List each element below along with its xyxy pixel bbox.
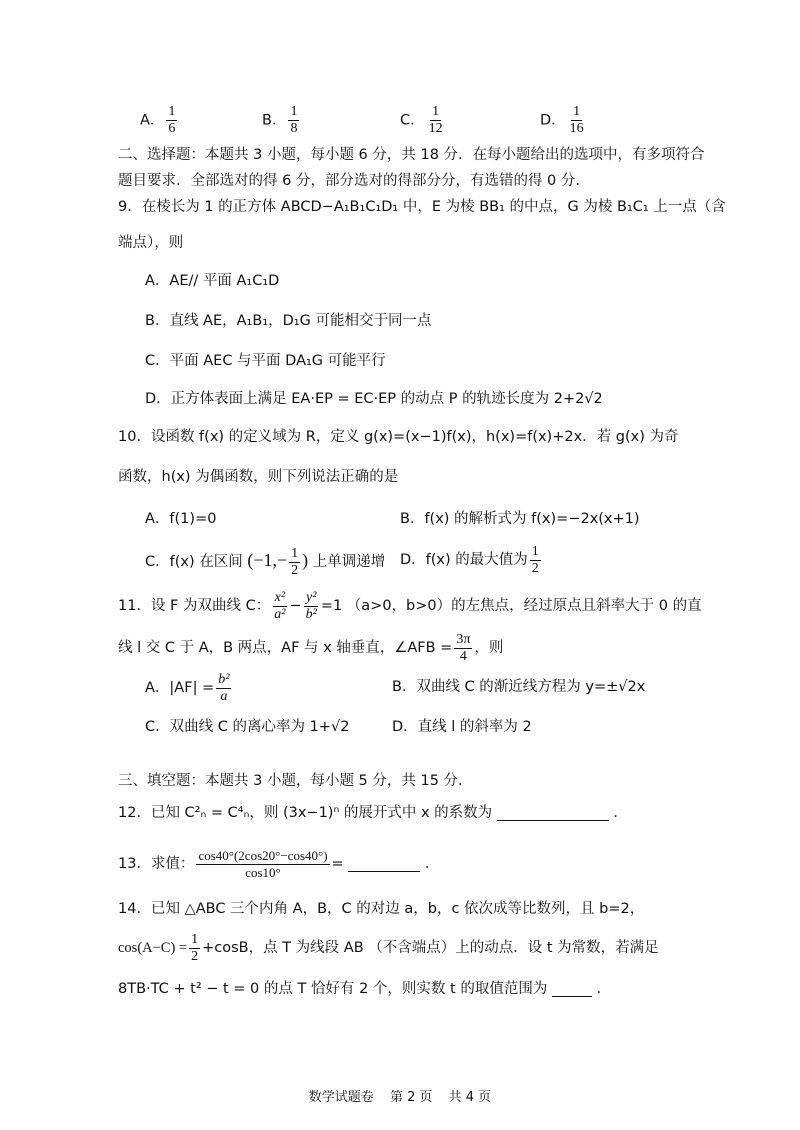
stem-text: 12．已知 C²ₙ = C⁴ₙ，则 (3x−1)ⁿ 的展开式中 x 的系数为 xyxy=(118,805,493,821)
fraction-numerator: y² xyxy=(306,589,317,605)
q10-option-d xyxy=(400,540,543,580)
answer-blank xyxy=(348,857,420,872)
option-fraction xyxy=(568,104,586,137)
fraction-numerator: 1 xyxy=(191,931,199,947)
answer-blank xyxy=(497,806,609,821)
interval-right: ) xyxy=(302,550,309,570)
fraction-numerator: 1 xyxy=(432,104,440,119)
option-fraction xyxy=(216,672,231,705)
interval-left: (−1,− xyxy=(247,550,288,570)
footer-total-pages: 共 4 页 xyxy=(448,1090,492,1105)
hyperbola-y-fraction xyxy=(304,590,319,623)
minus-sign: − xyxy=(289,598,302,614)
q14-stem-line1: 14．已知 △ABC 三个内角 A，B，C 的对边 a，b，c 依次成等比数列，且 b=2， xyxy=(118,901,645,917)
q9-option-c: C．平面 AEC 与平面 DA₁G 可能平行 xyxy=(145,353,386,369)
q10-stem-line2: 函数，h(x) 为偶函数，则下列说法正确的是 xyxy=(118,469,399,485)
fraction-denominator: 2 xyxy=(531,560,539,576)
q9-option-b: B．直线 AE，A₁B₁，D₁G 可能相交于同一点 xyxy=(145,313,432,329)
stem-text: 11．设 F 为双曲线 C： xyxy=(118,598,271,614)
option-letter: C． xyxy=(400,112,425,129)
q11-stem-line2 xyxy=(118,628,503,668)
fraction-denominator: 4 xyxy=(459,648,467,664)
stem-text-end: ． xyxy=(596,981,612,997)
q13-stem xyxy=(118,840,439,888)
option-fraction xyxy=(166,104,177,137)
q11-stem-line1 xyxy=(118,586,702,626)
footer-page-number: 第 2 页 xyxy=(389,1090,433,1105)
q14-stem-line3 xyxy=(118,978,611,1000)
q13-fraction xyxy=(196,848,329,881)
section3-header: 三、填空题：本题共 3 小题，每小题 5 分，共 15 分． xyxy=(118,773,473,789)
q11-option-c: C．双曲线 C 的离心率为 1+√2 xyxy=(145,719,350,735)
option-text: A．|AF| = xyxy=(145,680,215,696)
option-letter: B． xyxy=(262,112,287,129)
fraction-denominator: cos10° xyxy=(245,864,281,880)
footer-title: 数学试题卷 xyxy=(308,1090,374,1105)
fraction-denominator: 2 xyxy=(291,562,299,578)
q10-stem-line1: 10．设函数 f(x) 的定义域为 R，定义 g(x)=(x−1)f(x)，h(x)=f(x)+2x．若 g(x) 为奇 xyxy=(118,429,679,445)
stem-text-end: ． xyxy=(424,856,440,872)
option-text: C．f(x) 在区间 xyxy=(145,554,243,570)
section2-header-line1: 二、选择题：本题共 3 小题，每小题 6 分，共 18 分．在每小题给出的选项中，有多项符合 xyxy=(118,147,705,163)
angle-fraction xyxy=(454,632,472,665)
stem-text-end: +cosB，点 T 为线段 AB （不含端点）上的动点．设 t 为常数，若满足 xyxy=(202,940,659,956)
option-fraction xyxy=(288,104,299,137)
q9-stem-line2: 端点），则 xyxy=(118,235,184,251)
stem-text-end: ． xyxy=(613,805,628,821)
stem-text: cos(A−C) = xyxy=(118,940,188,956)
fraction-numerator: 1 xyxy=(168,104,176,119)
fraction-denominator: a² xyxy=(274,606,286,622)
stem-text: 13．求值： xyxy=(118,856,195,872)
fraction-denominator: 16 xyxy=(569,121,584,136)
q12-stem xyxy=(118,802,628,824)
q10-option-b: B．f(x) 的解析式为 f(x)=−2x(x+1) xyxy=(400,511,640,527)
stem-text-end: =1 （a>0，b>0）的左焦点，经过原点且斜率大于 0 的直 xyxy=(320,598,702,614)
fraction-denominator: a xyxy=(220,688,228,704)
answer-blank xyxy=(552,982,592,997)
fraction-denominator: b² xyxy=(305,606,317,622)
q14-stem-line2 xyxy=(118,928,659,968)
fraction-denominator: 2 xyxy=(191,948,199,964)
fraction-denominator: 12 xyxy=(428,121,443,136)
option-fraction xyxy=(530,544,541,577)
stem-text: 8TB·TC + t² − t = 0 的点 T 恰好有 2 个，则实数 t 的取值范围为 xyxy=(118,981,548,997)
option-text-end: 上单调递增 xyxy=(312,554,386,570)
q11-option-a xyxy=(145,668,233,708)
fraction-numerator: 1 xyxy=(573,104,581,119)
fraction-numerator: 1 xyxy=(291,545,299,561)
stem-text-end: ，则 xyxy=(474,640,504,656)
q8-option-a xyxy=(140,104,179,137)
q11-option-b: B．双曲线 C 的渐近线方程为 y=±√2x xyxy=(392,679,646,695)
q9-stem-line1: 9．在棱长为 1 的正方体 ABCD−A₁B₁C₁D₁ 中，E 为棱 BB₁ 的中点，G 为棱 B₁C₁ 上一点（含 xyxy=(118,199,726,215)
fraction-denominator: 8 xyxy=(290,121,298,136)
q14-fraction xyxy=(189,932,200,965)
q8-option-d xyxy=(540,104,588,137)
q8-option-b xyxy=(262,104,301,137)
page-footer xyxy=(0,1086,800,1105)
q11-option-d: D．直线 l 的斜率为 2 xyxy=(392,719,532,735)
fraction-numerator: 1 xyxy=(290,104,298,119)
option-letter: D． xyxy=(540,112,566,129)
q9-option-d: D．正方体表面上满足 EA·EP = EC·EP 的动点 P 的轨迹长度为 2+2√2 xyxy=(145,391,603,407)
fraction-numerator: b² xyxy=(218,671,230,687)
section2-header-line2: 题目要求．全部选对的得 6 分，部分选对的得部分分，有选错的得 0 分． xyxy=(118,173,590,189)
interval-fraction xyxy=(289,546,300,579)
q10-option-a: A．f(1)=0 xyxy=(145,511,217,527)
fraction-numerator: 1 xyxy=(531,543,539,559)
fraction-numerator: 3π xyxy=(456,631,471,647)
q9-option-a: A．AE// 平面 A₁C₁D xyxy=(145,273,280,289)
option-fraction xyxy=(427,104,445,137)
q8-option-c xyxy=(400,104,447,137)
option-text: D．f(x) 的最大值为 xyxy=(400,552,528,568)
fraction-denominator: 6 xyxy=(168,121,176,136)
equals-sign: = xyxy=(331,856,344,872)
fraction-numerator: cos40°(2cos20°−cos40°) xyxy=(198,847,328,863)
hyperbola-x-fraction xyxy=(272,590,287,623)
option-letter: A． xyxy=(140,112,165,129)
q10-option-c xyxy=(145,540,385,580)
stem-text: 线 l 交 C 于 A，B 两点，AF 与 x 轴垂直，∠AFB = xyxy=(118,640,453,656)
fraction-numerator: x² xyxy=(274,589,286,605)
